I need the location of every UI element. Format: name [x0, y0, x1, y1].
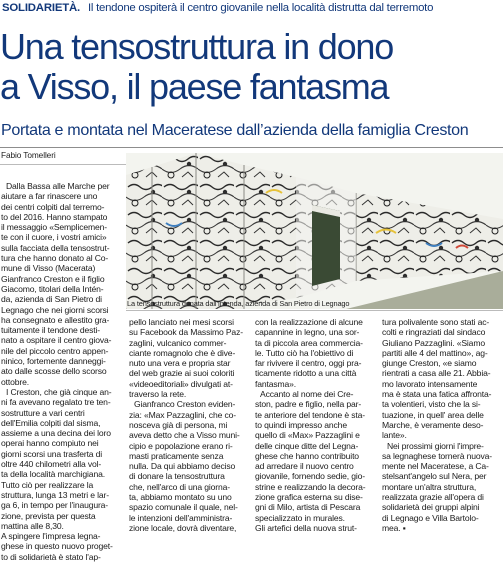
article-line: to quindi impresso anche	[255, 419, 347, 430]
article-line: ninico, fortemente danneggi-	[1, 356, 106, 367]
article-line: il messaggio «Semplicemen-	[1, 222, 107, 233]
subheadline: Portata e montata nel Maceratese dall’azienda della famiglia Creston	[1, 121, 469, 139]
article-line: Dalla Bassa alle Marche per	[6, 181, 110, 191]
article-line: capannine in legno, una sor-	[255, 327, 360, 338]
article-line: del web grazie ai suoi coloriti	[129, 368, 235, 379]
article-line: rientrati a casa alle 21. Abbia-	[382, 368, 491, 379]
tent-photo-illustration	[126, 153, 503, 309]
article-line: te con il cuore, i vostri amici»	[1, 232, 107, 243]
article-line: I Creston, che già cinque an-	[6, 386, 112, 397]
article-line: montare un'altra struttura,	[382, 481, 477, 492]
article-line: ciante romagnolo che è dive-	[129, 347, 236, 358]
article-line: A spingere l'impresa legna-	[1, 531, 101, 542]
kicker-text: Il tendone ospiterà il centro giovanile nella località distrutta dal terremoto	[87, 2, 434, 14]
article-line: pello lanciato nei mesi scorsi	[129, 317, 234, 327]
article-column-1	[1, 181, 124, 562]
article-column-3	[255, 317, 374, 533]
article-line: ad arredare il nuovo centro	[255, 461, 354, 472]
article-line: mente nel Maceratese, a Ca-	[382, 461, 489, 472]
article-line: ston, padre e figlio, nella par-	[255, 399, 362, 410]
article-line: di donare la tensostruttura	[129, 471, 225, 482]
article-line: zione, prevista per questa	[1, 510, 96, 521]
article-line: gni di Milo, artista di Pescara	[255, 502, 361, 513]
article-line: con la realizzazione di alcune	[255, 317, 363, 327]
article-line: Tutto ciò per realizzare la	[1, 479, 94, 490]
article-line: «videoeditoriali» divulgati at-	[129, 378, 233, 389]
article-line: to del 2016. Hanno stampato	[1, 211, 108, 222]
article-line: tuazione, in quell' area delle	[382, 409, 484, 420]
article-line: nulla. Da qui abbiamo deciso	[129, 461, 236, 472]
article-line: di Legnago e Villa Bartolo-	[382, 512, 479, 523]
kicker	[2, 2, 502, 21]
article-line: solidarietà dei gruppi alpini	[382, 502, 480, 513]
article-line: giorni scorsi una trasferta di	[1, 448, 103, 459]
article-line: ticamente ridotto a una città	[255, 368, 357, 379]
article-line: nile del piccolo centro appen-	[1, 345, 109, 356]
article-line: che, nell'arco di una giorna-	[129, 481, 230, 492]
article-line: ta di piccola area commercia-	[255, 337, 363, 348]
article-line: Gianfranco Creston e il figlio	[1, 273, 105, 284]
article-line: sostrutture a vari centri	[1, 407, 85, 418]
article-line: ni fa avevano regalato tre ten-	[1, 397, 111, 408]
article-line: struttura, lunga 13 metri e lar-	[1, 489, 109, 500]
article-line: realizzata grazie all'opera di	[382, 492, 484, 503]
article-line: spazio comunale il quale, nel-	[129, 502, 238, 513]
article-line: da, azienda di San Pietro di	[1, 294, 102, 305]
article-line: Giacomo, titolari della Intén-	[1, 283, 104, 294]
divider	[0, 147, 503, 148]
article-line: Marche, è veramente deso-	[382, 419, 484, 430]
article-line: Legnago che nei giorni scorsi	[1, 304, 109, 315]
article-line: masti praticamente senza	[129, 450, 224, 461]
article-line: mune di Visso (Macerata)	[1, 263, 96, 274]
article-line: far rivivere il centro, oggi pra-	[255, 358, 362, 369]
headline-line-2: a Visso, il paese fantasma	[0, 66, 389, 107]
article-line: dell'Emilia colpiti dal sisma,	[1, 417, 101, 428]
article-line: zione grafica esterna su dise-	[255, 492, 363, 503]
article-line: nosceva già di persona, mi	[129, 419, 228, 430]
article-line: giovanile, fornendo sedie, gio-	[255, 471, 366, 482]
tent-doorway	[312, 205, 340, 286]
article-line: ta volentieri, visto che la si-	[382, 399, 481, 410]
article-line: mo lavorato intensamente	[382, 378, 478, 389]
article-line: Gli artefici della nuova strut-	[255, 522, 357, 533]
article-line: stelsant'angelo sul Nera, per	[382, 471, 487, 482]
article-line: Accanto al nome dei Cre-	[260, 389, 354, 400]
article-line: lante».	[382, 430, 407, 441]
article-line: tura polivalente sono stati ac-	[382, 317, 490, 327]
article-line: ha consegnato e allestito gra-	[1, 314, 110, 325]
article-line: ghese in questo nuovo proget-	[1, 541, 113, 552]
article-line: Nei prossimi giorni l'impre-	[387, 440, 484, 451]
article-line: le intenzioni dell'amministra-	[129, 512, 233, 523]
article-line: mattina alle 8,30.	[1, 520, 64, 531]
article-line: sa legnaghese tornerà nuova-	[382, 450, 492, 461]
article-photo	[126, 153, 503, 309]
article-line: tuitamente il tendone desti-	[1, 325, 100, 336]
article-line: zaglini, vulcanico commer-	[129, 337, 227, 348]
article-line: fantasma».	[255, 378, 297, 389]
article-line: delle cinque ditte del Legna-	[255, 440, 359, 451]
article-line: zia: «Max Pazzaglini, che co-	[129, 409, 236, 420]
article-line: zione locale, dovrà diventare,	[129, 522, 237, 533]
article-line: te anteriore del tendone è sta-	[255, 409, 366, 420]
article-line: cipio e popolazione erano ri-	[129, 440, 233, 451]
article-line: mea. ▪	[382, 522, 406, 533]
article-line: Giuliano Pazzaglini. «Siamo	[382, 337, 485, 348]
article-line: le. Tutto ciò ha l'obiettivo di	[255, 347, 354, 358]
article-line: colti e ringraziati dal sindaco	[382, 327, 486, 338]
article-line: ghese che hanno contribuito	[255, 450, 359, 461]
article-line: specializzato in murales.	[255, 512, 345, 523]
article-line: sulla facciata della tensostrut-	[1, 242, 110, 253]
section-label: SOLIDARIETÀ.	[2, 2, 80, 14]
headline-line-1: Una tensostruttura in dono	[0, 26, 394, 67]
article-line: aiutare a far rinascere uno	[1, 191, 98, 202]
divider	[126, 310, 503, 311]
article-column-2	[129, 317, 248, 533]
article-line: ato dalle scosse dello scorso	[1, 366, 107, 377]
article-line: nato a ospitare il centro giova-	[1, 335, 112, 346]
article-line: operai hanno compiuto nei	[1, 438, 99, 449]
article-line: ta della località marchigiana.	[1, 469, 105, 480]
article-line: traverso la rete.	[129, 389, 187, 400]
article-line: aveva detto che a Visso muni-	[129, 430, 240, 441]
article-line: ottobre.	[1, 376, 29, 387]
article-line: nuto una vera e propria star	[129, 358, 231, 369]
article-line: su Facebook da Massimo Paz-	[129, 327, 243, 338]
article-line: ma è stata una fatica affronta-	[382, 389, 492, 400]
article-line: ga 6, in tempo per l'inaugura-	[1, 500, 109, 511]
article-line: assieme a una decina dei loro	[1, 428, 111, 439]
photo-caption: La tensostruttura donata dall’Intenda, azienda di San Pietro di Legnago	[127, 299, 350, 308]
article-column-4	[382, 317, 503, 533]
article-line: quello di «Max» Pazzaglini e	[255, 430, 360, 441]
article-line: to di solidarietà è stato l'ap-	[1, 551, 101, 562]
article-line: ta, abbiamo montato su uno	[129, 492, 232, 503]
byline: Fabio Tomelleri	[1, 150, 56, 160]
article-line: strine e realizzando la decora-	[255, 481, 366, 492]
divider	[0, 164, 126, 165]
article-line: Gianfranco Creston eviden-	[134, 399, 236, 410]
article-line: dei centri colpiti dal terremo-	[1, 201, 105, 212]
article-line: oltre 440 chilometri alla vol-	[1, 459, 102, 470]
headline	[0, 27, 503, 107]
article-line: partiti alle 4 del mattino», ag-	[382, 347, 488, 358]
article-line: tura che hanno donato al Co-	[1, 253, 109, 264]
article-line: giunge Creston, «e siamo	[382, 358, 477, 369]
